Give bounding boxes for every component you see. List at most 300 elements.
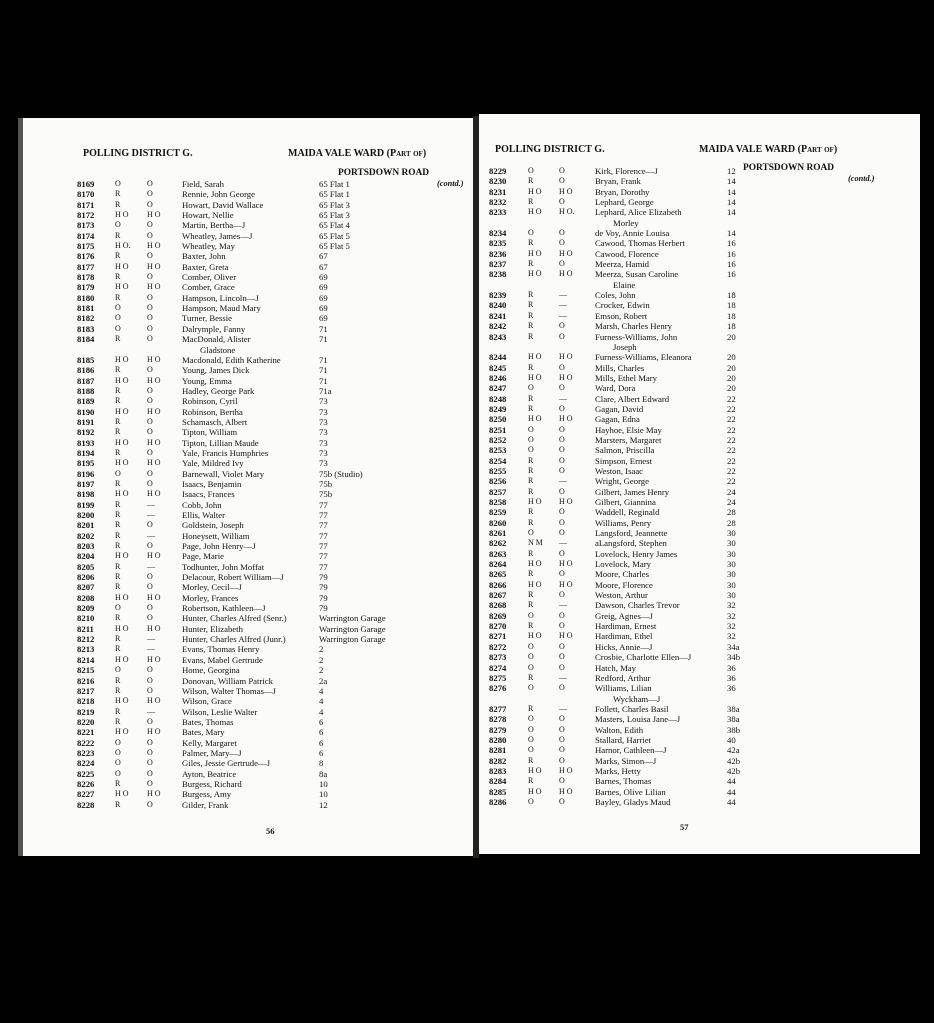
elector-number: 8185 xyxy=(77,354,95,365)
elector-name: Wilson, Grace xyxy=(182,696,232,707)
elector-number: 8270 xyxy=(489,621,507,632)
house-number: 14 xyxy=(727,197,736,208)
list-item xyxy=(479,797,920,807)
house-number: 71 xyxy=(319,323,328,334)
elector-number: 8178 xyxy=(77,272,95,283)
elector-name: Gilbert, Giannina xyxy=(595,497,656,507)
occupation-code: O xyxy=(147,520,153,530)
qualification-code: R xyxy=(528,403,534,413)
elector-number: 8217 xyxy=(77,685,95,696)
elector-name: Robinson, Cyril xyxy=(182,396,238,407)
elector-name: Howart, Nellie xyxy=(182,210,234,221)
elector-name: Tipton, Lillian Maude xyxy=(182,437,259,448)
list-item xyxy=(23,727,473,737)
occupation-code: O xyxy=(147,189,153,199)
house-number: 44 xyxy=(727,786,736,797)
elector-name: Bryan, Dorothy xyxy=(595,186,650,197)
house-number: 30 xyxy=(727,528,736,539)
occupation-code: — xyxy=(559,310,567,320)
occupation-code: O xyxy=(559,321,565,331)
qualification-code: O xyxy=(115,747,121,757)
house-number: 79 xyxy=(319,592,328,603)
house-number: 71 xyxy=(319,334,328,345)
elector-number: 8266 xyxy=(489,579,507,590)
list-item xyxy=(479,228,920,238)
house-number: 28 xyxy=(727,507,736,518)
list-item xyxy=(23,613,473,623)
house-number: 6 xyxy=(319,747,324,758)
qualification-code: R xyxy=(528,197,534,207)
house-number: 2 xyxy=(319,665,324,676)
elector-number: 8262 xyxy=(489,538,507,549)
house-number: 4 xyxy=(319,696,324,707)
occupation-code: O xyxy=(147,603,153,613)
elector-name: Macdonald, Edith Katherine xyxy=(182,354,281,365)
occupation-code: O xyxy=(147,768,153,778)
elector-name: de Voy, Annie Louisa xyxy=(595,228,670,239)
qualification-code: H O xyxy=(115,261,129,271)
qualification-code: O xyxy=(528,724,534,734)
elector-number: 8280 xyxy=(489,734,507,745)
right-page xyxy=(479,114,920,854)
qualification-code: R xyxy=(115,499,121,509)
qualification-code: H O xyxy=(115,282,129,292)
occupation-code: H O xyxy=(559,579,573,589)
elector-name: Lephard, George xyxy=(595,197,654,208)
elector-name: Yale, Mildred Ivy xyxy=(182,458,244,469)
list-item xyxy=(23,489,473,499)
elector-number: 8195 xyxy=(77,458,95,469)
occupation-code: — xyxy=(559,476,567,486)
qualification-code: H O xyxy=(115,654,129,664)
elector-number: 8203 xyxy=(77,541,95,552)
list-item xyxy=(23,603,473,613)
qualification-code: O xyxy=(528,714,534,724)
house-number: 65 Flat 5 xyxy=(319,230,350,241)
house-number: 65 Flat 1 xyxy=(319,179,350,189)
elector-number: 8202 xyxy=(77,530,95,541)
elector-name: Evans, Thomas Henry xyxy=(182,644,260,655)
elector-name: Giles, Jessie Gertrude—J xyxy=(182,758,271,769)
house-number: 6 xyxy=(319,727,324,738)
elector-number: 8199 xyxy=(77,499,95,510)
house-number: 20 xyxy=(727,331,736,342)
qualification-code: R xyxy=(115,427,121,437)
elector-number: 8231 xyxy=(489,186,507,197)
list-item xyxy=(23,655,473,665)
occupation-code: — xyxy=(559,300,567,310)
elector-number: 8223 xyxy=(77,747,95,758)
house-number: 14 xyxy=(727,207,736,218)
house-number: 73 xyxy=(319,437,328,448)
elector-name: Morley xyxy=(613,217,639,228)
occupation-code: H O xyxy=(147,551,161,561)
elector-number: 8234 xyxy=(489,228,507,239)
elector-name: Robinson, Bertha xyxy=(182,406,243,417)
elector-name: Gagan, Edna xyxy=(595,414,640,425)
occupation-code: O xyxy=(559,507,565,517)
occupation-code: H O xyxy=(147,789,161,799)
qualification-code: O xyxy=(528,528,534,538)
house-number: 38a xyxy=(727,703,740,714)
elector-name: Young, James Dick xyxy=(182,365,250,376)
list-item-continuation xyxy=(479,218,920,228)
house-number: 65 Flat 5 xyxy=(319,241,350,252)
occupation-code: O xyxy=(559,683,565,693)
list-item xyxy=(479,311,920,321)
elector-name: Wyckham—J xyxy=(613,693,661,704)
occupation-code: O xyxy=(147,230,153,240)
list-item xyxy=(479,383,920,393)
occupation-code: O xyxy=(147,541,153,551)
list-item xyxy=(23,479,473,489)
occupation-code: O xyxy=(559,714,565,724)
occupation-code: O xyxy=(559,652,565,662)
elector-name: Clare, Albert Edward xyxy=(595,393,670,404)
elector-number: 8243 xyxy=(489,331,507,342)
elector-number: 8218 xyxy=(77,696,95,707)
qualification-code: H O xyxy=(115,551,129,561)
contd-label: (contd.) xyxy=(437,179,464,188)
occupation-code: O xyxy=(559,745,565,755)
elector-number: 8179 xyxy=(77,282,95,293)
elector-name: Moore, Florence xyxy=(595,579,653,590)
list-item xyxy=(479,187,920,197)
occupation-code: O xyxy=(559,517,565,527)
house-number: 22 xyxy=(727,445,736,456)
elector-name: Goldstein, Joseph xyxy=(182,520,244,531)
house-number: 4 xyxy=(319,685,324,696)
elector-name: Walton, Edith xyxy=(595,724,644,735)
occupation-code: H O xyxy=(559,248,573,258)
elector-number: 8252 xyxy=(489,434,507,445)
elector-number: 8245 xyxy=(489,362,507,373)
house-number: 20 xyxy=(727,383,736,394)
elector-name: Wheatley, May xyxy=(182,241,235,252)
house-number: 67 xyxy=(319,251,328,262)
house-number: 12 xyxy=(319,799,328,810)
elector-name: Bayley, Gladys Maud xyxy=(595,796,671,807)
house-number: 18 xyxy=(727,310,736,321)
list-item xyxy=(479,580,920,590)
house-number: 77 xyxy=(319,561,328,572)
list-item xyxy=(479,735,920,745)
qualification-code: O xyxy=(528,434,534,444)
elector-name: Coles, John xyxy=(595,290,636,301)
elector-name: Furness-Williams, Eleanora xyxy=(595,352,692,363)
polling-district-header: POLLING DISTRICT G. xyxy=(83,148,193,159)
house-number: Warrington Garage xyxy=(319,634,386,645)
elector-name: Schamasch, Albert xyxy=(182,416,248,427)
occupation-code: H O xyxy=(559,631,573,641)
elector-number: 8184 xyxy=(77,334,95,345)
elector-number: 8205 xyxy=(77,561,95,572)
elector-name: Cawood, Florence xyxy=(595,248,659,259)
house-number: 42a xyxy=(727,745,740,756)
qualification-code: O xyxy=(115,220,121,230)
occupation-code: O xyxy=(147,396,153,406)
occupation-code: — xyxy=(559,393,567,403)
elector-name: Page, Marie xyxy=(182,551,224,562)
list-item xyxy=(23,293,473,303)
elector-number: 8204 xyxy=(77,551,95,562)
house-number: 2 xyxy=(319,644,324,655)
list-item xyxy=(23,634,473,644)
list-item xyxy=(23,417,473,427)
occupation-code: O xyxy=(559,610,565,620)
list-item xyxy=(23,551,473,561)
qualification-code: O xyxy=(115,313,121,323)
ward-header xyxy=(699,144,837,155)
house-number: 32 xyxy=(727,600,736,611)
house-number: 75b xyxy=(319,478,333,489)
occupation-code: — xyxy=(559,538,567,548)
elector-name: Hadley, George Park xyxy=(182,385,255,396)
occupation-code: O xyxy=(147,737,153,747)
house-number: 14 xyxy=(727,176,736,187)
elector-number: 8277 xyxy=(489,703,507,714)
list-item xyxy=(23,313,473,323)
list-item xyxy=(23,510,473,520)
elector-number: 8209 xyxy=(77,603,95,614)
elector-name: Bates, Thomas xyxy=(182,716,234,727)
elector-number: 8182 xyxy=(77,313,95,324)
elector-number: 8211 xyxy=(77,623,94,634)
list-item xyxy=(479,269,920,279)
occupation-code: — xyxy=(147,644,155,654)
list-item xyxy=(479,621,920,631)
occupation-code: O xyxy=(147,758,153,768)
house-number: 69 xyxy=(319,292,328,303)
qualification-code: R xyxy=(115,396,121,406)
elector-name: Joseph xyxy=(613,341,637,352)
elector-number: 8169 xyxy=(77,179,95,189)
list-item xyxy=(479,466,920,476)
elector-name: Bates, Mary xyxy=(182,727,225,738)
left-page xyxy=(18,118,473,856)
house-number: 16 xyxy=(727,259,736,270)
qualification-code: N M xyxy=(528,538,543,548)
list-item xyxy=(23,386,473,396)
occupation-code: H O xyxy=(147,354,161,364)
occupation-code: H O xyxy=(147,654,161,664)
elector-number: 8236 xyxy=(489,248,507,259)
qualification-code: R xyxy=(115,572,121,582)
elector-name: Ellis, Walter xyxy=(182,510,226,520)
list-item-continuation xyxy=(479,280,920,290)
elector-number: 8225 xyxy=(77,768,95,779)
list-item xyxy=(479,166,920,176)
occupation-code: H O xyxy=(147,592,161,602)
page-number: 56 xyxy=(266,826,275,836)
qualification-code: R xyxy=(528,300,534,310)
house-number: 8 xyxy=(319,758,324,769)
elector-name: Burgess, Amy xyxy=(182,789,232,800)
elector-number: 8214 xyxy=(77,654,95,665)
qualification-code: R xyxy=(528,517,534,527)
elector-number: 8263 xyxy=(489,548,507,559)
road-name: PORTSDOWN ROAD xyxy=(743,163,835,173)
elector-name: Mills, Charles xyxy=(595,362,645,373)
elector-name: Robertson, Kathleen—J xyxy=(182,603,266,614)
elector-number: 8226 xyxy=(77,778,95,789)
qualification-code: R xyxy=(528,176,534,186)
list-item-continuation xyxy=(479,342,920,352)
elector-name: Weston, Arthur xyxy=(595,590,648,601)
list-item xyxy=(23,334,473,344)
list-item xyxy=(479,259,920,269)
qualification-code: R xyxy=(528,476,534,486)
list-item xyxy=(479,776,920,786)
elector-number: 8210 xyxy=(77,613,95,624)
list-item xyxy=(23,179,473,189)
elector-name: Turner, Bessie xyxy=(182,313,233,324)
occupation-code: O xyxy=(147,416,153,426)
house-number: 10 xyxy=(319,778,328,789)
house-number: 73 xyxy=(319,416,328,427)
occupation-code: H O xyxy=(559,497,573,506)
qualification-code: R xyxy=(115,416,121,426)
house-number: 69 xyxy=(319,282,328,293)
occupation-code: O xyxy=(559,528,565,538)
qualification-code: H O xyxy=(528,579,542,589)
elector-number: 8175 xyxy=(77,241,95,252)
list-item xyxy=(479,507,920,517)
elector-name: Hardiman, Ernest xyxy=(595,621,657,632)
qualification-code: R xyxy=(115,478,121,488)
qualification-code: H O xyxy=(528,186,542,196)
house-number: 79 xyxy=(319,603,328,614)
elector-number: 8244 xyxy=(489,352,507,363)
house-number: 18 xyxy=(727,321,736,332)
list-item xyxy=(23,396,473,406)
qualification-code: R xyxy=(115,510,121,519)
elector-number: 8242 xyxy=(489,321,507,332)
house-number: 77 xyxy=(319,510,328,520)
qualification-code: O xyxy=(115,758,121,768)
list-item-continuation xyxy=(479,694,920,704)
house-number: 30 xyxy=(727,559,736,570)
occupation-code: — xyxy=(147,530,155,540)
list-item xyxy=(23,520,473,530)
elector-number: 8187 xyxy=(77,375,95,386)
occupation-code: H O xyxy=(147,210,161,220)
list-item xyxy=(23,407,473,417)
elector-number: 8174 xyxy=(77,230,95,241)
elector-number: 8239 xyxy=(489,290,507,301)
elector-name: Wheatley, James—J xyxy=(182,230,253,241)
qualification-code: R xyxy=(528,569,534,579)
qualification-code: H O xyxy=(528,248,542,258)
elector-number: 8221 xyxy=(77,727,95,738)
elector-name: Marks, Simon—J xyxy=(595,755,657,766)
list-item xyxy=(23,231,473,241)
elector-number: 8194 xyxy=(77,447,95,458)
occupation-code: H O xyxy=(559,786,573,796)
occupation-code: O xyxy=(147,179,153,188)
elector-number: 8172 xyxy=(77,210,95,221)
list-item xyxy=(23,738,473,748)
occupation-code: O xyxy=(559,238,565,248)
list-item xyxy=(479,559,920,569)
house-number: 4 xyxy=(319,706,324,717)
occupation-code: H O xyxy=(147,282,161,292)
house-number: 65 Flat 3 xyxy=(319,199,350,210)
list-item xyxy=(23,769,473,779)
qualification-code: R xyxy=(115,199,121,209)
house-number: 18 xyxy=(727,290,736,301)
list-item xyxy=(479,414,920,424)
occupation-code: O xyxy=(147,251,153,261)
elector-number: 8241 xyxy=(489,310,507,321)
elector-name: MacDonald, Alister xyxy=(182,334,251,345)
elector-number: 8279 xyxy=(489,724,507,735)
list-item xyxy=(479,404,920,414)
occupation-code: O xyxy=(559,259,565,269)
qualification-code: R xyxy=(528,600,534,610)
list-item xyxy=(479,766,920,776)
elector-number: 8190 xyxy=(77,406,95,417)
list-item xyxy=(23,696,473,706)
occupation-code: H O xyxy=(147,241,161,251)
elector-name: Rennie, John George xyxy=(182,189,255,200)
occupation-code: H O xyxy=(147,437,161,447)
list-item xyxy=(479,497,920,507)
elector-number: 8255 xyxy=(489,465,507,476)
occupation-code: O xyxy=(559,434,565,444)
house-number: 12 xyxy=(727,166,736,176)
elector-name: Comber, Grace xyxy=(182,282,235,293)
elector-name: Tipton, William xyxy=(182,427,238,438)
qualification-code: H O xyxy=(528,765,542,775)
occupation-code: O xyxy=(559,176,565,186)
list-item xyxy=(479,673,920,683)
elector-name: Crosbie, Charlotte Ellen—J xyxy=(595,652,692,663)
elector-name: Dawson, Charles Trevor xyxy=(595,600,680,611)
occupation-code: — xyxy=(559,600,567,610)
qualification-code: O xyxy=(528,745,534,755)
elector-name: Barnewall, Violet Mary xyxy=(182,468,265,479)
occupation-code: O xyxy=(147,292,153,302)
qualification-code: R xyxy=(115,541,121,551)
list-item xyxy=(479,197,920,207)
qualification-code: R xyxy=(115,365,121,375)
elector-name: Comber, Oliver xyxy=(182,272,237,283)
occupation-code: O xyxy=(559,331,565,341)
elector-name: Gladstone xyxy=(200,344,236,355)
house-number: 36 xyxy=(727,683,736,694)
qualification-code: R xyxy=(115,230,121,240)
elector-number: 8176 xyxy=(77,251,95,262)
house-number: 34a xyxy=(727,641,740,652)
house-number: 69 xyxy=(319,272,328,283)
list-item xyxy=(23,748,473,758)
occupation-code: — xyxy=(147,706,155,716)
elector-number: 8276 xyxy=(489,683,507,694)
elector-number: 8264 xyxy=(489,559,507,570)
house-number: 24 xyxy=(727,486,736,497)
house-number: 69 xyxy=(319,303,328,314)
occupation-code: O xyxy=(559,734,565,744)
list-item xyxy=(479,321,920,331)
elector-name: Kelly, Margaret xyxy=(182,737,237,748)
occupation-code: O xyxy=(147,468,153,478)
qualification-code: O xyxy=(115,737,121,747)
qualification-code: R xyxy=(115,334,121,344)
list-item xyxy=(23,541,473,551)
list-item-continuation xyxy=(23,345,473,355)
list-item xyxy=(23,758,473,768)
